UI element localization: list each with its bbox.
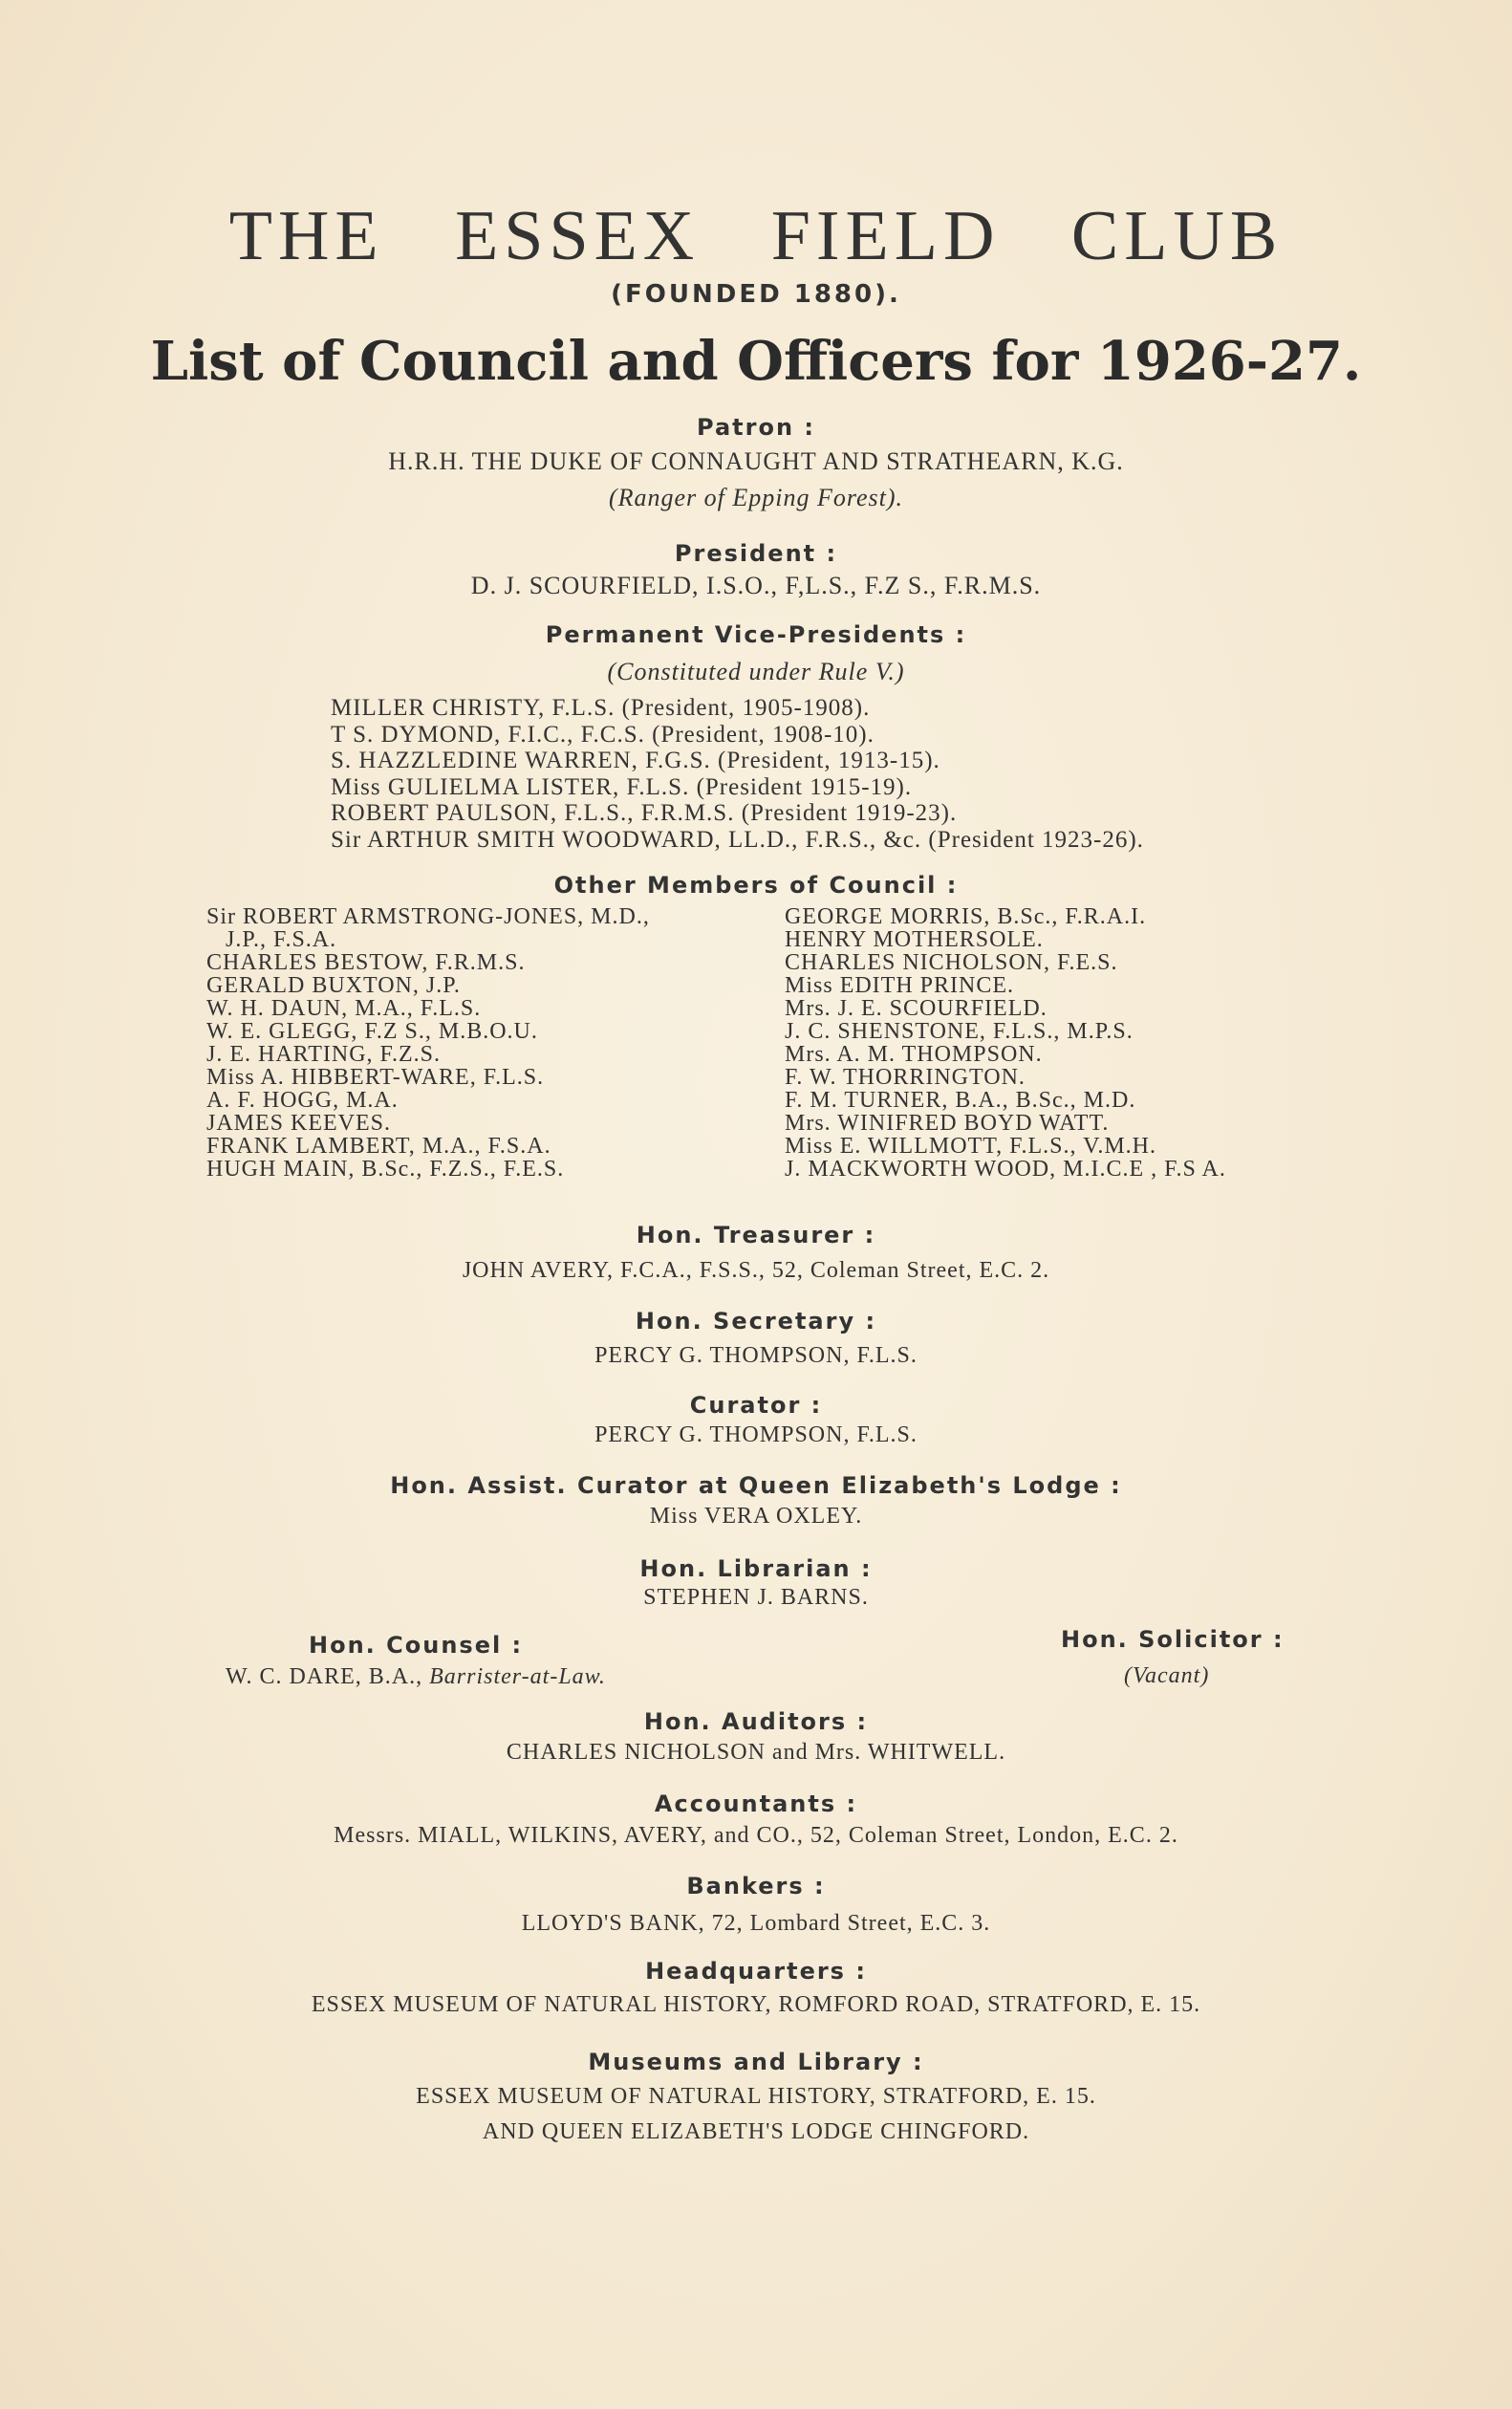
list-item: F. M. TURNER, B.A., B.Sc., M.D. [785, 1088, 1136, 1113]
treasurer-name: JOHN AVERY, F.C.A., F.S.S., 52, Coleman Street, E.C. 2. [462, 1258, 1050, 1283]
patron-note: (Ranger of Epping Forest). [608, 484, 904, 511]
counsel-role: Barrister-at-Law. [429, 1664, 606, 1689]
president-name: D. J. SCOURFIELD, I.S.O., F,L.S., F.Z S., F.R.M.S. [470, 572, 1042, 599]
librarian-heading: Hon. Librarian : [639, 1555, 873, 1582]
museums-line-2: AND QUEEN ELIZABETH'S LODGE CHINGFORD. [482, 2119, 1030, 2144]
list-item: Sir ARTHUR SMITH WOODWARD, LL.D., F.R.S., &c. (President 1923-26). [331, 826, 1144, 853]
council-left-column [206, 905, 650, 1181]
list-item: Miss A. HIBBERT-WARE, F.L.S. [206, 1065, 545, 1090]
list-item: HUGH MAIN, B.Sc., F.Z.S., F.E.S. [206, 1157, 565, 1182]
curator-heading: Curator : [689, 1392, 823, 1419]
president-heading: President : [674, 540, 838, 567]
assist-curator-name: Miss VERA OXLEY. [649, 1504, 863, 1529]
list-item: S. HAZZLEDINE WARREN, F.G.S. (President, 1913-15). [331, 748, 940, 773]
list-item: J. C. SHENSTONE, F.L.S., M.P.S. [785, 1019, 1134, 1044]
auditors-name: CHARLES NICHOLSON and Mrs. WHITWELL. [506, 1740, 1006, 1765]
accountants-heading: Accountants : [654, 1790, 858, 1817]
solicitor-heading: Hon. Solicitor : [1061, 1626, 1285, 1653]
museums-heading: Museums and Library : [588, 2049, 924, 2075]
list-item: Miss EDITH PRINCE. [785, 973, 1015, 998]
vice-presidents-list [331, 695, 1144, 853]
headquarters-name: ESSEX MUSEUM OF NATURAL HISTORY, ROMFORD ROAD, STRATFORD, E. 15. [311, 1992, 1201, 2017]
list-item: Mrs. WINIFRED BOYD WATT. [785, 1111, 1110, 1136]
counsel-line [226, 1664, 606, 1690]
list-item: CHARLES NICHOLSON, F.E.S. [785, 950, 1118, 975]
list-item: Miss GULIELMA LISTER, F.L.S. (President 1915-19). [331, 773, 913, 800]
list-item: HENRY MOTHERSOLE. [785, 927, 1044, 952]
list-item: J.P., F.S.A. [226, 927, 337, 952]
secretary-name: PERCY G. THOMPSON, F.L.S. [594, 1343, 918, 1368]
patron-name: H.R.H. THE DUKE OF CONNAUGHT AND STRATHEARN, K.G. [388, 447, 1124, 475]
list-item: Mrs. A. M. THOMPSON. [785, 1042, 1043, 1067]
vice-presidents-note: (Constituted under Rule V.) [607, 658, 905, 685]
curator-name: PERCY G. THOMPSON, F.L.S. [594, 1422, 918, 1447]
museums-line-1: ESSEX MUSEUM OF NATURAL HISTORY, STRATFORD, E. 15. [416, 2084, 1096, 2109]
headquarters-heading: Headquarters : [645, 1958, 867, 1985]
bankers-name: LLOYD'S BANK, 72, Lombard Street, E.C. 3. [521, 1911, 991, 1936]
page-title: THE ESSEX FIELD CLUB [228, 197, 1284, 275]
vice-presidents-heading: Permanent Vice-Presidents : [545, 621, 967, 648]
list-item: W. E. GLEGG, F.Z S., M.B.O.U. [206, 1019, 538, 1044]
list-item: A. F. HOGG, M.A. [206, 1088, 399, 1113]
council-right-column [785, 905, 1226, 1181]
list-item: JAMES KEEVES. [206, 1111, 392, 1136]
council-heading: Other Members of Council : [553, 872, 959, 899]
list-item: Miss E. WILLMOTT, F.L.S., V.M.H. [785, 1134, 1156, 1159]
list-item: CHARLES BESTOW, F.R.M.S. [206, 950, 526, 975]
list-item: MILLER CHRISTY, F.L.S. (President, 1905-1908). [331, 695, 871, 721]
list-item: Mrs. J. E. SCOURFIELD. [785, 996, 1048, 1021]
list-item: J. E. HARTING, F.Z.S. [206, 1042, 441, 1067]
counsel-heading: Hon. Counsel : [309, 1632, 524, 1659]
counsel-name: W. C. DARE, B.A., [226, 1664, 423, 1689]
assist-curator-heading: Hon. Assist. Curator at Queen Elizabeth's Lodge : [390, 1472, 1122, 1499]
list-item: Sir ROBERT ARMSTRONG-JONES, M.D., [206, 904, 650, 929]
list-item: F. W. THORRINGTON. [785, 1065, 1026, 1090]
list-subtitle: List of Council and Officers for 1926-27. [150, 330, 1362, 393]
patron-heading: Patron : [697, 414, 815, 441]
list-item: GEORGE MORRIS, B.Sc., F.R.A.I. [785, 904, 1147, 929]
auditors-heading: Hon. Auditors : [643, 1708, 869, 1735]
librarian-name: STEPHEN J. BARNS. [643, 1585, 869, 1610]
accountants-name: Messrs. MIALL, WILKINS, AVERY, and CO., 52, Coleman Street, London, E.C. 2. [334, 1823, 1178, 1848]
list-item: W. H. DAUN, M.A., F.L.S. [206, 996, 482, 1021]
solicitor-name: (Vacant) [1124, 1663, 1210, 1688]
list-item: FRANK LAMBERT, M.A., F.S.A. [206, 1134, 551, 1159]
list-item: ROBERT PAULSON, F.L.S., F.R.M.S. (President 1919-23). [331, 800, 958, 826]
bankers-heading: Bankers : [686, 1873, 826, 1899]
list-item: GERALD BUXTON, J.P. [206, 973, 461, 998]
list-item: T S. DYMOND, F.I.C., F.C.S. (President, 1908-10). [331, 721, 875, 748]
list-item: J. MACKWORTH WOOD, M.I.C.E , F.S A. [785, 1157, 1226, 1182]
founded-note: (FOUNDED 1880). [611, 280, 901, 309]
secretary-heading: Hon. Secretary : [635, 1308, 877, 1335]
treasurer-heading: Hon. Treasurer : [636, 1222, 876, 1248]
